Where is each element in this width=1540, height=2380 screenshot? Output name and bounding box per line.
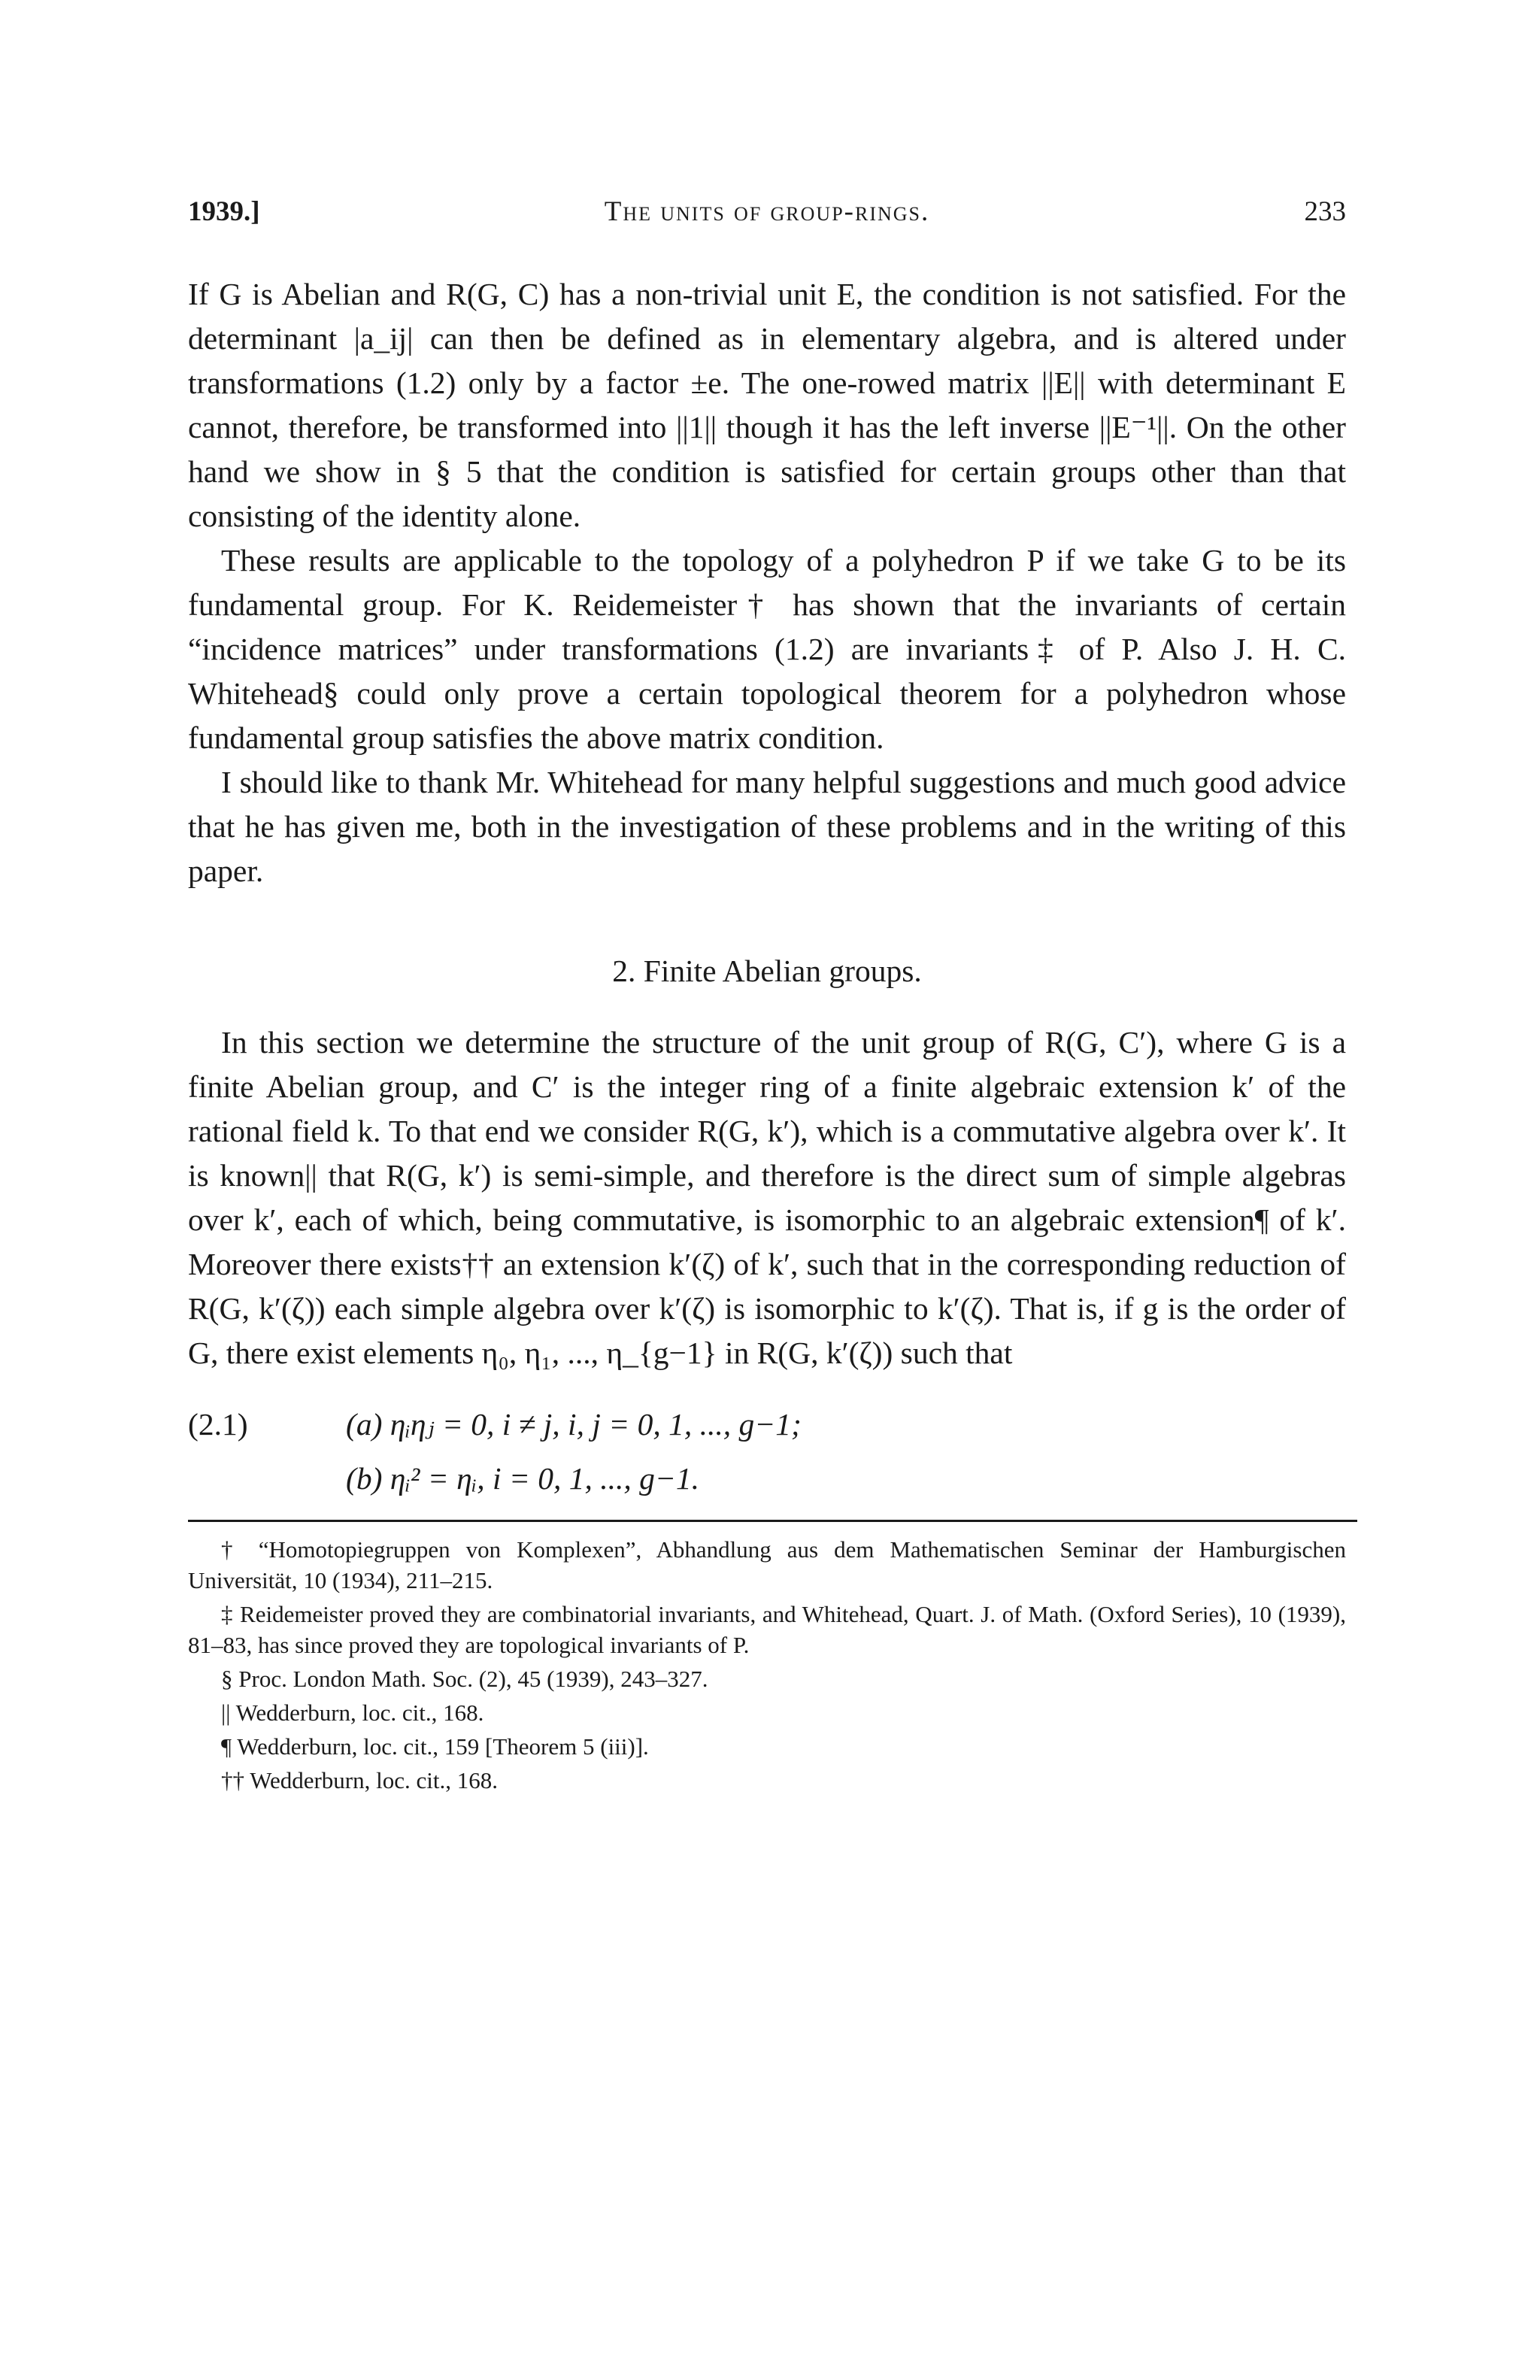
equation-2-1 (188, 1402, 1346, 1506)
footnote-section: § Proc. London Math. Soc. (2), 45 (1939), 243–327. (221, 1666, 708, 1692)
running-head (188, 196, 1346, 241)
paragraph-abelian-condition: If G is Abelian and R(G, C) has a non-trivial unit E, the condition is not satisfied. For the determinant |a_ij| can then be defined as in elementary algebra, and is altered under transformations (1.2) only by a factor ±e. The one-rowed matrix ||E|| with determinant E cannot, therefore, be transformed into ||1|| though it has the left inverse ||E⁻¹||. On the other hand we show in § 5 that the condition is satisfied for certain groups other than that consisting of the identity alone. (188, 277, 1346, 533)
footnote-dagger: † “Homotopiegruppen von Komplexen”, Abhandlung aus dem Mathematischen Seminar der Hamburgischen Universität, 10 (1934), 211–215. (188, 1536, 1346, 1593)
equation-line-b: (b) ηᵢ² = ηᵢ, i = 0, 1, ..., g−1. (346, 1461, 700, 1496)
paragraph-topology: These results are applicable to the topology of a polyhedron P if we take G to be its fundamental group. For K. Reidemeister† has shown that the invariants of certain “incidence matrices” under transformations (1.2) are invariants‡ of P. Also J. H. C. Whitehead§ could only prove a certain topological theorem for a polyhedron whose fundamental group satisfies the above matrix condition. (188, 543, 1346, 755)
footnote-double-dagger-2: †† Wedderburn, loc. cit., 168. (221, 1767, 498, 1793)
paragraph-acknowledgement: I should like to thank Mr. Whitehead for many helpful suggestions and much good advice that he has given me, both in the investigation of these problems and in the writing of this paper. (188, 765, 1346, 888)
journal-page (188, 196, 1346, 1799)
footnote-parallel: || Wedderburn, loc. cit., 168. (221, 1699, 484, 1726)
section-heading: 2. Finite Abelian groups. (612, 954, 922, 988)
equation-number: (2.1) (188, 1407, 248, 1442)
footnote-rule (188, 1520, 1357, 1522)
paragraph-section-intro: In this section we determine the structure of the unit group of R(G, C′), where G is a finite Abelian group, and C′ is the integer ring of a finite algebraic extension k′ of the rational field k. To that end we consider R(G, k′), which is a commutative algebra over k′. It is known|| that R(G, k′) is semi-simple, and therefore is the direct sum of simple algebras over k′, each of which, being commutative, is isomorphic to an algebraic extension¶ of k′. Moreover there exists†† an extension k′(ζ) of k′, such that in the corresponding reduction of R(G, k′(ζ)) each simple algebra over k′(ζ) is isomorphic to k′(ζ). That is, if g is the order of G, there exist elements η₀, η₁, ..., η_{g−1} in R(G, k′(ζ)) such that (188, 1025, 1346, 1370)
header-year: 1939.] (188, 196, 260, 227)
footnote-double-dagger: ‡ Reidemeister proved they are combinatorial invariants, and Whitehead, Quart. J. of Math. (Oxford Series), 10 (1939), 81–83, has since proved they are topological invariants of P. (188, 1601, 1346, 1658)
equation-line-a: (a) ηᵢηⱼ = 0, i ≠ j, i, j = 0, 1, ..., g−1; (346, 1407, 802, 1442)
main-text (188, 272, 1346, 1506)
footnotes (188, 1534, 1346, 1796)
page-number: 233 (1304, 196, 1346, 227)
footnote-pilcrow: ¶ Wedderburn, loc. cit., 159 [Theorem 5 (iii)]. (221, 1733, 649, 1760)
header-title: The units of group-rings. (604, 196, 930, 227)
